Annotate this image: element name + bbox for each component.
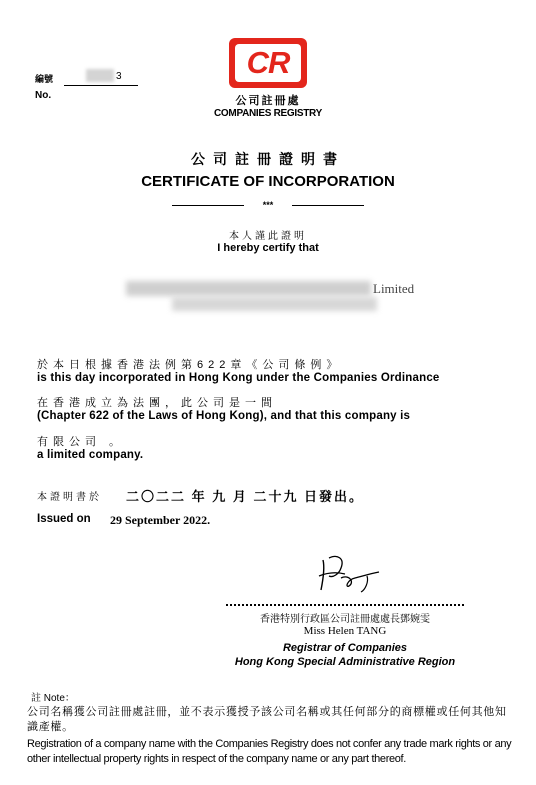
- limited-company-zh: 有限公司 。: [37, 436, 126, 448]
- note-label: 註 Note：: [31, 693, 75, 704]
- companies-registry-logo: [229, 38, 307, 88]
- logo-letters: CR: [246, 45, 290, 80]
- number-label-zh: 編號: [35, 74, 54, 84]
- ordinance-text-en: is this day incorporated in Hong Kong under the Companies Ordinance: [37, 372, 440, 384]
- separator-stars: ***: [262, 200, 274, 210]
- redacted-number: [86, 69, 114, 82]
- number-underline: [64, 85, 138, 86]
- certify-statement-zh: 本人謹此證明: [229, 231, 307, 242]
- separator-line-left: [172, 205, 244, 206]
- certificate-title-en: CERTIFICATE OF INCORPORATION: [141, 173, 395, 190]
- note-text-en: Registration of a company name with the Companies Registry does not confer any trade mark rights or any other intellectual property rights in respect of the company name or any part thereof.: [27, 738, 512, 765]
- issue-date-zh: 二〇二二 年 九 月 二十九 日發出。: [126, 489, 365, 504]
- registrar-region: Hong Kong Special Administrative Region: [234, 656, 456, 668]
- issue-label-en: Issued on: [37, 513, 91, 525]
- registrar-name-en: Miss Helen TANG: [303, 625, 387, 637]
- number-label-en: No.: [35, 90, 52, 101]
- redacted-company-name-zh: [172, 297, 377, 311]
- company-name-suffix: Limited: [373, 281, 415, 296]
- law-text-zh: 在香港成立為法團，此公司是一間: [37, 397, 277, 409]
- ordinance-text-zh: 於本日根據香港法例第622章《公司條例》: [37, 359, 343, 371]
- certificate-number: 3: [116, 71, 122, 82]
- law-text-en: (Chapter 622 of the Laws of Hong Kong), and that this company is: [37, 410, 411, 422]
- issue-date-en: 29 September 2022.: [110, 513, 211, 527]
- registry-name-zh: 公司註冊處: [235, 95, 301, 107]
- signature-dotted-line: [226, 604, 464, 606]
- registry-name-en: COMPANIES REGISTRY: [214, 108, 322, 119]
- limited-company-en: a limited company.: [37, 449, 144, 461]
- logo-inner-panel: [235, 44, 301, 82]
- separator-line-right: [292, 205, 364, 206]
- issue-label-zh: 本證明書於: [37, 492, 102, 503]
- certificate-title-zh: 公司註冊證明書: [191, 151, 345, 167]
- registrar-name-zh: 香港特別行政區公司註冊處處長鄧婉雯: [260, 614, 430, 625]
- registrar-signature: [315, 552, 385, 594]
- certify-statement-en: I hereby certify that: [217, 242, 319, 254]
- redacted-company-name-en: [126, 281, 371, 296]
- note-text-zh: 公司名稱獲公司註冊處註冊，並不表示獲授予該公司名稱或其任何部分的商標權或任何其他知識產權。: [27, 706, 507, 733]
- registrar-title: Registrar of Companies: [282, 642, 408, 654]
